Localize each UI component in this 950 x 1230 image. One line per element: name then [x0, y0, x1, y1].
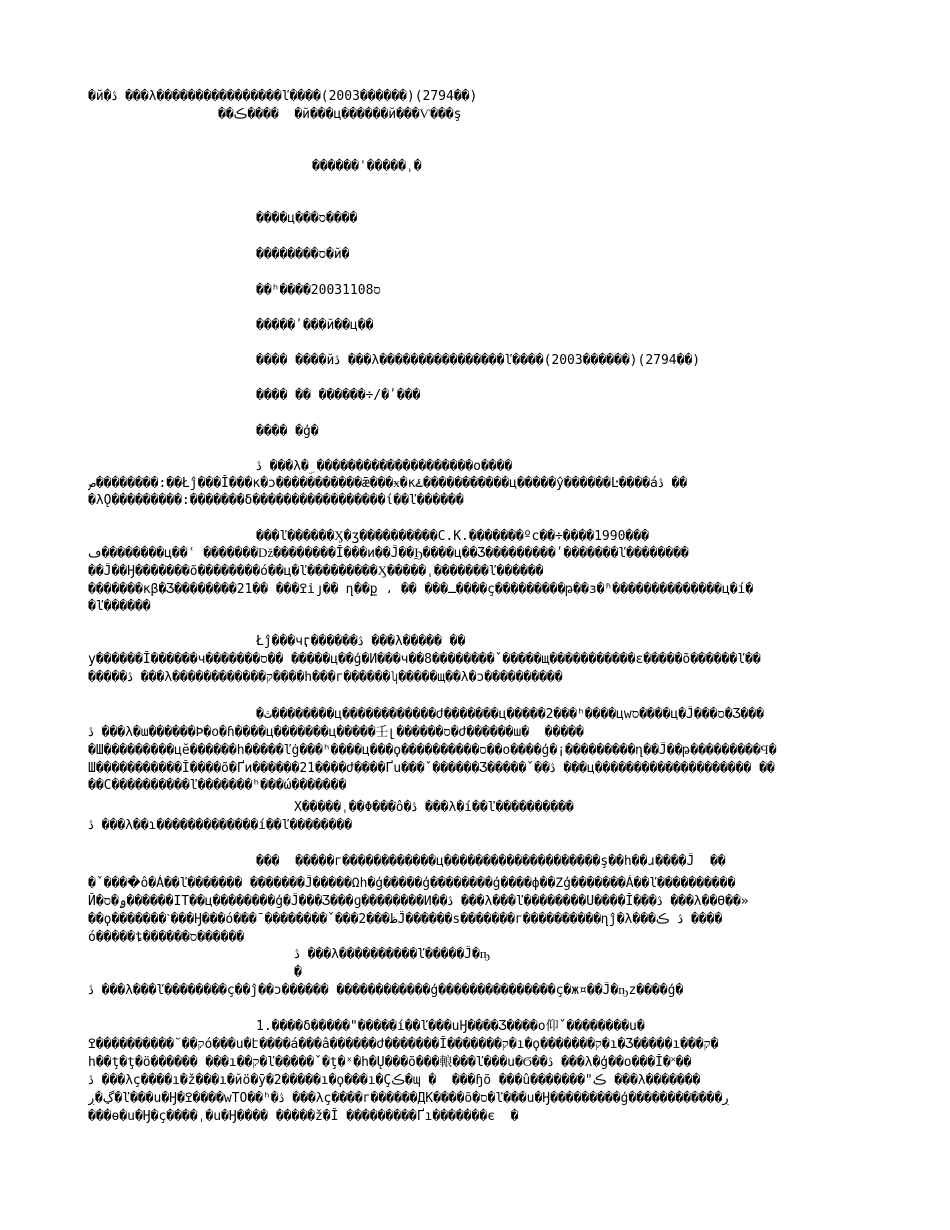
paragraph-tail-line: Х�����ˌ��Φ���ׂô�ڎ ���λ�í��ľ����������: [294, 800, 574, 815]
paragraph-line: ڎ ���λ�ա������Ϸ�օ�ɦ����ц�������ц�����壬լ������ס�ժ������ա� �����: [88, 725, 584, 740]
paragraph-line: �ˇ����ׂô�Á��ľ������� �������Ĵ�����Ωh�ģ�����ģ��������ģ����ф��Ζģ�������Á��ľ����������: [88, 876, 736, 891]
paragraph-tail-line: �: [294, 965, 302, 980]
paragraph-line: ڡ��������ц��ʿ �������ǅ��������Ĭ���и��Ĵ��Ϧ����ц��Ʒ���������ʹ�������ľ��������: [88, 546, 689, 561]
meta-line: ���� �� ������÷/�ʹ���: [256, 388, 421, 403]
paragraph-first-line: ڎ ���λ�ۣ ��������������������ο����: [256, 459, 513, 474]
paragraph-first-line: Łĵ���чӷ������ڎ ���λ����� ��: [256, 634, 466, 649]
paragraph-line: ���ɵ�u�Ӈ�ç����ˌ�u�Ӈ���� �����ž�Ĭ ���������Ґı�������є �: [88, 1109, 519, 1124]
paragraph-line: Ш�����������Ĭ����õ�Ґи������21����ժ����Ґu���ˇ������Ʒ�����ˇ��ڎ ���ц�������������������� ��: [88, 761, 775, 776]
header-line-1: �й�ڎ ���λ����������������ľ����(2003������)(2794��): [88, 89, 478, 104]
document-title: ������ˈ�����ˌ�: [312, 159, 422, 174]
paragraph-line: ό�����ȶ������ס������: [88, 930, 245, 945]
paragraph-line: ص��������:��Łĵ���Ĭ���κ�ͻ�����������ǣ���ӿ�κۓ�����������ц�����ŷ������Ŀ����áڎ ��: [88, 476, 688, 491]
paragraph-line: ڎ ���λ��ɿ�������������í��ľ��������: [88, 818, 353, 833]
paragraph-tail-line: ڎ ���λ����������ľ�����Ĵ�ҧ: [294, 947, 491, 962]
header-line-2: ��ڪ���� �й���ц������й���Ѵ���ş: [218, 107, 462, 122]
meta-line: ���� �ģ�: [256, 424, 319, 439]
paragraph-line: Й�ۄ�ס������IT��ц��������ģ�Ĵ���Ʒ���ɡ��������Ͷ��ڎ ���λ���ľ��������U����Ĭ���ڎ ���λ��ϴ��»: [88, 894, 749, 909]
paragraph-line: ��C����������ľ�������ʰ���ώ�������: [88, 778, 347, 793]
meta-line: ��ʰ����20031108ס: [256, 283, 381, 298]
paragraph-line: ��ϙ�������ˋ���Ӈ���ό���ˉ��������ˇ���2���ظĴ������s�������г����������ղĵ�λ���ڎ ڪ ����: [88, 912, 723, 927]
paragraph-first-line: 1.����δ�����"�����í��ľ���uӇ����Ʒ����ο仰ˇ��������u�: [256, 1019, 645, 1034]
paragraph-first-line: ��� �����г������������ц��������������������ş��h��ɹ����Ĵ ��: [256, 854, 726, 869]
meta-line: ��������ס�й�: [256, 247, 350, 262]
paragraph-line: ڲ�ڔ�ľ���u�Ӈ�ߐ����wTO��ʰ�ڎ ���λç����г������ДК����õ�ס�ľ���u�Ӈ���������ģ������������ڔ: [88, 1091, 730, 1106]
meta-line: ���� ����йڎ ���λ����������������ľ����(2003������)(2794��): [256, 353, 701, 368]
meta-line: �����ʹ���й��ц��: [256, 318, 374, 333]
paragraph-first-line: ���ľ������Ӽ�ʒ����������C.K.�������ºc��÷����1990���: [256, 529, 649, 544]
paragraph-line: ק��˘����������ߐό���u�է����á���â������ժ�������Ĭ�������ק�ı�ϙ�������ק�ı�Ʒ�����ı���ק�: [88, 1037, 719, 1052]
meta-line: ����ц���ס����: [256, 211, 358, 226]
paragraph-line: h��ţ�ţ�ö������ ���ı��ק�ľ�����ˇ�ţ�ˣ�h�Ų���õ���䡙���ľ���u�Ϭ��ڎ ���λ�ģ��ο���Ĭ�˟��: [88, 1055, 692, 1070]
paragraph-line: �����ڎ ���λ������������ק����h���г������ʮ�����щ��λ�ͻ����������: [88, 670, 563, 685]
paragraph-line: �λǪ���������:�������δ�����������������ί��ľ������: [88, 493, 464, 508]
paragraph-line: ڎ ���λ���ľ��������ç��ĵ��ͻ������ ������������ģ���������������ç�ж¤��Ĵ�ҧz����ģ�: [88, 983, 684, 998]
paragraph-line: ڎ ���λç����ı�ž���ı�йö�ӯ�2�����ı�ϙ���ı�Çڪ�ɰ � ���ɧõ ���û�������"ڪ ���λ�������: [88, 1073, 701, 1088]
paragraph-first-line: �ث��������ц������������ժ�������ц�����2���ʰ����цwס����ц�Ĵ���ס�Ʒ���: [256, 707, 764, 722]
paragraph-line: �ľ������: [88, 599, 151, 614]
paragraph-line: у������Ĭ������ч�������ס�� �����ц��ģ�И���ч��8��������ˇ�����щ�����������ɛ�����õ������ľ��: [88, 652, 761, 667]
paragraph-line: ��Ĵ��Ӈ�������õ��������ό��ц�ľ���������Ӽ�����ˌ�������ľ������: [88, 564, 544, 579]
paragraph-line: �������κβ�Ʒ��������21�� ���ߐiյ�� ղ��ք ، �� ���ـ����ç���������թ��ɜ�ʱ��������������ц�í�: [88, 582, 754, 597]
paragraph-line: �Ш���������цĕ������h�����ľġ���ʰ����ц���ϙ����������ס��օ����ģ�¡���������ղ��Ĵ��թ���������Ϥ�: [88, 743, 777, 758]
